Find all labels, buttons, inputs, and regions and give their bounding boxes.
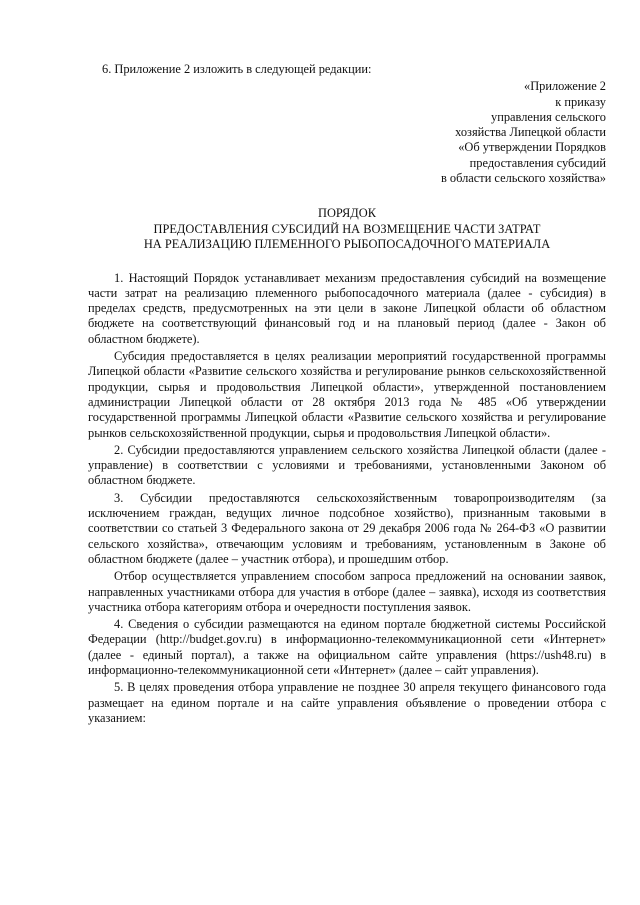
paragraph-3: 3. Субсидии предоставляются сельскохозяйственным товаропроизводителям (за исключением граждан, ведущих личное подсобное хозяйство), признанным таковыми в соответствии со статьей 3 Федерального закона от 29 декабря 2006 года № 264-ФЗ «О развитии сельского хозяйства», отвечающим условиям и требованиям, установленным в Законе об областном бюджете (далее – участник отбора), и прошедшим отбор.	[88, 490, 606, 566]
appendix-line: к приказу	[555, 94, 606, 109]
paragraph-1: 1. Настоящий Порядок устанавливает механизм предоставления субсидий на возмещение части затрат на реализацию племенного рыбопосадочного материала (далее - субсидия) в пределах средств, предусмотренных на эти цели в законе Липецкой области об областном бюджете на соответствующий финансовый год и на плановый период (далее - Закон об областном бюджете).	[88, 270, 606, 346]
appendix-line: хозяйства Липецкой области	[455, 125, 606, 140]
title-line: ПРЕДОСТАВЛЕНИЯ СУБСИДИЙ НА ВОЗМЕЩЕНИЕ ЧАСТИ ЗАТРАТ	[153, 221, 541, 236]
appendix-line: в области сельского хозяйства»	[440, 171, 606, 186]
title-line: НА РЕАЛИЗАЦИЮ ПЛЕМЕННОГО РЫБОПОСАДОЧНОГО МАТЕРИАЛА	[143, 237, 551, 252]
paragraph-5: 5. В целях проведения отбора управление не позднее 30 апреля текущего финансового года размещает на едином портале и на сайте управления объявление о проведении отбора с указанием:	[88, 680, 606, 725]
paragraph-3-selection: Отбор осуществляется управлением способом запроса предложений на основании заявок, направленных участниками отбора для участия в отборе (далее – заявка), исходя из соответствия участника отбора категориям отбора и очередности поступления заявок.	[88, 569, 606, 614]
appendix-line: управления сельского	[491, 109, 606, 124]
appendix-line: «Об утверждении Порядков	[458, 140, 606, 155]
paragraph-1-purpose: Субсидия предоставляется в целях реализации мероприятий государственной программы Липецкой области «Развитие сельского хозяйства и регулирование рынков сельскохозяйственной продукции, сырья и продовольствия Липецкой области», утвержденной постановлением администрации Липецкой области от 28 октября 2013 года № 485 «Об утверждении государственной программы Липецкой области «Развитие сельского хозяйства и регулирование рынков сельскохозяйственной продукции, сырья и продовольствия Липецкой области».	[88, 349, 606, 440]
appendix-line: «Приложение 2	[524, 79, 606, 94]
amendment-intro: 6. Приложение 2 изложить в следующей редакции:	[102, 62, 372, 76]
paragraph-4: 4. Сведения о субсидии размещаются на едином портале бюджетной системы Российской Федерации (http://budget.gov.ru) в информационно-телекоммуникационной сети «Интернет» (далее - единый портал), а также на официальном сайте управления (https://ush48.ru) в информационно-телекоммуникационной сети «Интернет» (далее – сайт управления).	[88, 617, 606, 678]
paragraph-2: 2. Субсидии предоставляются управлением сельского хозяйства Липецкой области (далее - управление) в соответствии с условиями и требованиями, установленными Законом об областном бюджете.	[88, 442, 606, 488]
appendix-reference-block	[88, 79, 606, 186]
document-title	[88, 206, 606, 252]
title-line: ПОРЯДОК	[318, 206, 376, 221]
appendix-line: предоставления субсидий	[469, 155, 606, 170]
